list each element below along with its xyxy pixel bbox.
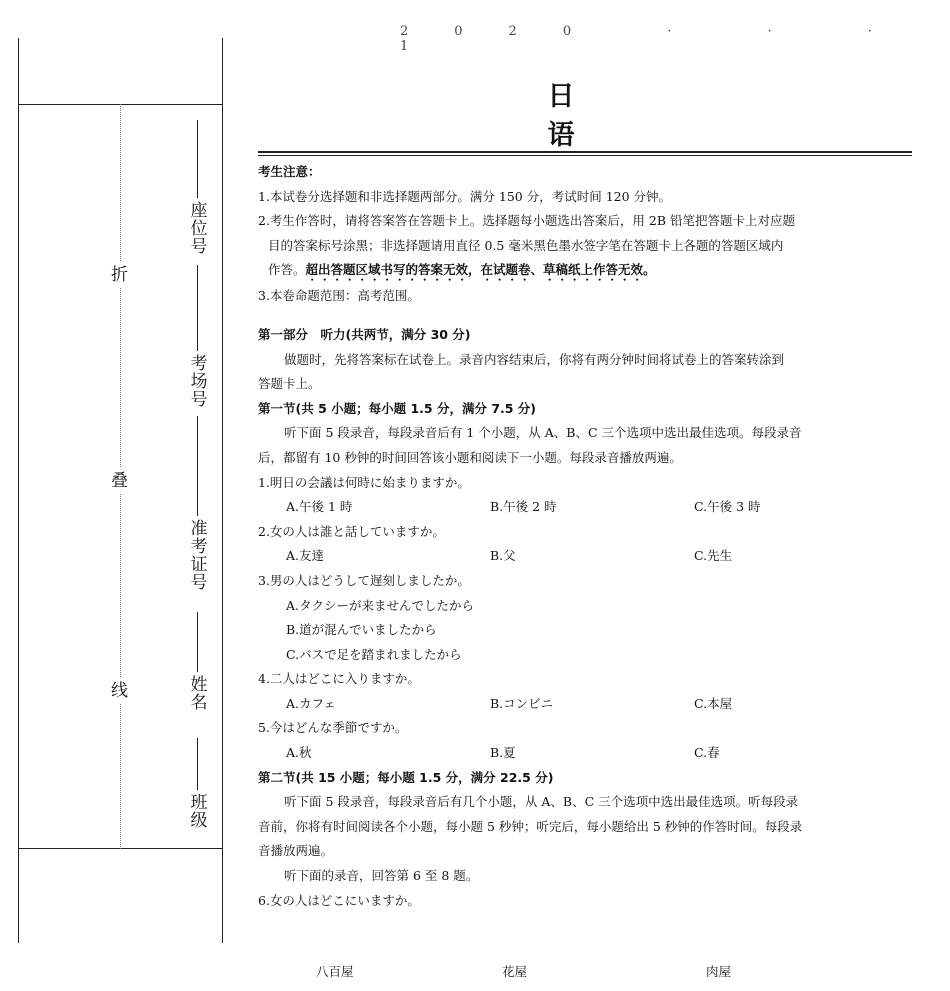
class-field[interactable]	[186, 738, 208, 832]
option-b: B.午後 2 時	[490, 499, 557, 515]
option-c: C.午後 3 時	[694, 499, 761, 515]
question-5-options	[258, 741, 912, 766]
title-rule-thick	[258, 151, 912, 153]
notice-emphasis: 超出答题区域书写的答案无效，在试题卷、草稿纸上作答无效。	[305, 262, 656, 278]
option-a: A.タクシーが来ませんでしたから	[286, 597, 475, 613]
exam-content	[258, 160, 912, 913]
name-field[interactable]	[186, 612, 208, 714]
section1-heading: 第一节(共 5 小题；每小题 1.5 分，满分 7.5 分)	[258, 400, 537, 416]
section2-intro-line-2: 音前，你将有时间阅读各个小题，每小题 5 秒钟；听完后，每小题给出 5 秒钟的作答时间。每段录	[258, 818, 803, 834]
question-2-options	[258, 544, 912, 569]
fold-char-3: 线	[111, 678, 128, 704]
notice-heading: 考生注意：	[258, 164, 321, 179]
strip-right-border	[222, 38, 223, 943]
question-1: 1.明日の会議は何時に始まりますか。	[258, 474, 470, 490]
title-rule-thin	[258, 155, 912, 156]
notice-item-2-line-2: 目的答案标号涂黑；非选择题请用直径 0.5 毫米黑色墨水签字笔在答题卡上各题的答题区域内	[268, 237, 784, 253]
exam-room-label: 考场号	[186, 354, 207, 408]
option-a: A.カフェ	[286, 695, 336, 711]
option-b: B.コンビニ	[490, 695, 554, 711]
option-c: C.先生	[694, 548, 733, 564]
part1-intro-line-2: 答题卡上。	[258, 376, 321, 392]
seat-number-field[interactable]	[186, 120, 208, 258]
question-1-options	[258, 495, 912, 520]
section1-intro-line-2: 后，都留有 10 秒钟的时间回答该小题和阅读下一小题。每段录音播放两遍。	[258, 449, 682, 465]
section1-intro-line-1: 听下面 5 段录音，每段录音后有 1 个小题，从 A、B、C 三个选项中选出最佳选项。每段录音	[284, 425, 802, 441]
question-6: 6.女の人はどこにいますか。	[258, 892, 420, 908]
part1-heading: 第一部分 听力(共两节，满分 30 分)	[258, 326, 471, 342]
q6-word-3: 肉屋	[706, 964, 732, 979]
q6-word-1: 八百屋	[316, 964, 354, 979]
notice-item-2-line-1: 2.考生作答时，请将答案答在答题卡上。选择题每小题选出答案后，用 2B 铅笔把答题卡上对应题	[258, 213, 796, 229]
name-label: 姓名	[186, 675, 207, 711]
option-a: A.秋	[286, 745, 312, 761]
question-4-options	[258, 692, 912, 717]
page-title: 日 语	[547, 81, 718, 151]
notice-item-2-line-3-prefix: 作答。	[268, 262, 306, 278]
seat-number-label: 座位号	[186, 201, 207, 255]
q6-word-2: 花屋	[502, 964, 528, 979]
option-c: C.春	[694, 745, 720, 761]
option-c: C.本屋	[694, 695, 733, 711]
fold-char-2: 叠	[111, 468, 128, 494]
strip-left-border	[18, 38, 19, 943]
admission-number-label: 准考证号	[186, 519, 207, 591]
question-2: 2.女の人は誰と話していますか。	[258, 523, 445, 539]
notice-item-3: 3.本卷命题范围：高考范围。	[258, 288, 420, 304]
class-label: 班级	[186, 793, 207, 829]
section2-intro-line-3: 音播放两遍。	[258, 843, 334, 859]
question-5: 5.今はどんな季節ですか。	[258, 720, 408, 736]
option-a: A.午後 1 時	[286, 499, 353, 515]
fold-char-1: 折	[111, 262, 128, 288]
notice-item-2-line-3	[258, 258, 912, 284]
notice-item-1: 1.本试卷分选择题和非选择题两部分。满分 150 分，考试时间 120 分钟。	[258, 188, 672, 204]
exam-room-field[interactable]	[186, 265, 208, 411]
option-b: B.父	[490, 548, 516, 564]
admission-number-field[interactable]	[186, 416, 208, 594]
question-3: 3.男の人はどうして遅刻しましたか。	[258, 572, 470, 588]
section2-instruction: 听下面的录音，回答第 6 至 8 题。	[284, 868, 479, 884]
option-b: B.道が混んでいましたから	[286, 622, 437, 638]
option-c: C.バスで足を踏まれましたから	[286, 646, 462, 662]
question-4: 4.二人はどこに入りますか。	[258, 671, 420, 687]
option-a: A.友達	[286, 548, 325, 564]
section2-intro-line-1: 听下面 5 段录音，每段录音后有几个小题，从 A、B、C 三个选项中选出最佳选项。听每段录	[284, 794, 799, 810]
option-b: B.夏	[490, 745, 516, 761]
top-cut-text: 2020 · · · 1	[400, 24, 918, 54]
part1-intro-line-1: 做题时，先将答案标在试卷上。录音内容结束后，你将有两分钟时间将试卷上的答案转涂到	[284, 351, 785, 367]
section2-heading: 第二节(共 15 小题；每小题 1.5 分，满分 22.5 分)	[258, 769, 554, 785]
